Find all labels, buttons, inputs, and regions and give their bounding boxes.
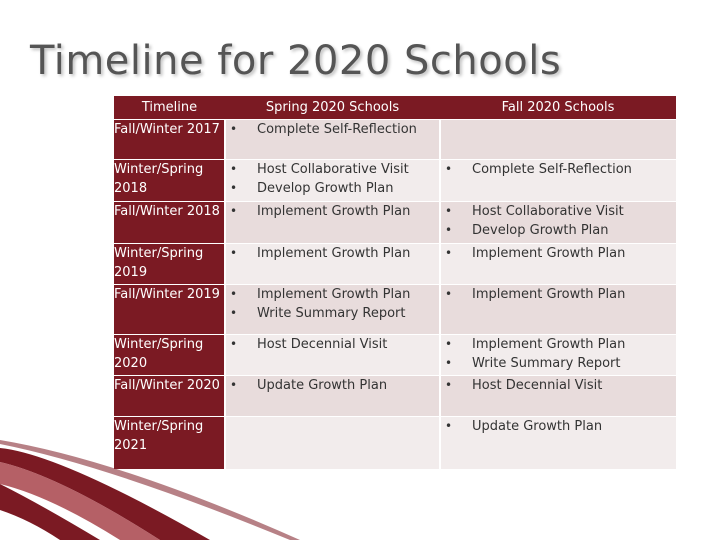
list-item: • Develop Growth Plan: [441, 221, 676, 240]
list-item: • Implement Growth Plan: [226, 244, 439, 263]
fall-task-list: [441, 376, 676, 395]
fall-task-list: [441, 160, 676, 179]
timeline-period: Fall/Winter 2019: [114, 285, 225, 335]
header-spring-2020: Spring 2020 Schools: [225, 96, 440, 120]
spring-2020-cell: [225, 285, 440, 335]
spring-2020-cell: [225, 376, 440, 417]
fall-2020-cell: [440, 244, 676, 285]
list-item: • Update Growth Plan: [441, 417, 676, 436]
list-item: • Develop Growth Plan: [226, 179, 439, 198]
list-item: • Implement Growth Plan: [441, 335, 676, 354]
table-header-row: [114, 96, 676, 120]
spring-task-list: [226, 160, 439, 198]
spring-task-list: [226, 244, 439, 263]
table-row: [114, 285, 676, 335]
fall-task-list: [441, 244, 676, 263]
timeline-period: Winter/Spring 2021: [114, 417, 225, 469]
spring-2020-cell: [225, 335, 440, 376]
spring-task-list: [226, 376, 439, 395]
fall-task-list: [441, 285, 676, 304]
list-item: • Host Collaborative Visit: [441, 202, 676, 221]
list-item: • Implement Growth Plan: [441, 285, 676, 304]
spring-task-list: [226, 285, 439, 323]
table-row: [114, 160, 676, 202]
list-item: • Host Decennial Visit: [226, 335, 439, 354]
list-item: • Update Growth Plan: [226, 376, 439, 395]
header-fall-2020: Fall 2020 Schools: [440, 96, 676, 120]
timeline-period: Winter/Spring 2018: [114, 160, 225, 202]
timeline-period: Winter/Spring 2020: [114, 335, 225, 376]
spring-2020-cell: [225, 120, 440, 160]
table-row: [114, 244, 676, 285]
fall-task-list: [441, 202, 676, 240]
page-title: Timeline for 2020 Schools: [30, 38, 562, 84]
spring-task-list: [226, 120, 439, 139]
list-item: • Write Summary Report: [441, 354, 676, 373]
list-item: • Host Decennial Visit: [441, 376, 676, 395]
list-item: • Implement Growth Plan: [226, 202, 439, 221]
spring-2020-cell: [225, 160, 440, 202]
timeline-period: Fall/Winter 2018: [114, 202, 225, 244]
header-timeline: Timeline: [114, 96, 225, 120]
fall-task-list: [441, 335, 676, 373]
table-row: [114, 202, 676, 244]
table-row: [114, 120, 676, 160]
spring-task-list: [226, 335, 439, 354]
list-item: • Complete Self-Reflection: [441, 160, 676, 179]
fall-2020-cell: [440, 335, 676, 376]
spring-2020-cell: [225, 202, 440, 244]
fall-2020-cell: [440, 202, 676, 244]
timeline-table: [114, 96, 676, 469]
list-item: • Complete Self-Reflection: [226, 120, 439, 139]
fall-2020-cell: [440, 120, 676, 160]
fall-2020-cell: [440, 376, 676, 417]
table-row: [114, 335, 676, 376]
list-item: • Implement Growth Plan: [441, 244, 676, 263]
decorative-swoosh: [0, 440, 720, 540]
timeline-period: Fall/Winter 2017: [114, 120, 225, 160]
fall-2020-cell: [440, 160, 676, 202]
spring-2020-cell: [225, 244, 440, 285]
timeline-body: [114, 120, 676, 469]
spring-task-list: [226, 202, 439, 221]
list-item: • Write Summary Report: [226, 304, 439, 323]
list-item: • Implement Growth Plan: [226, 285, 439, 304]
timeline-period: Fall/Winter 2020: [114, 376, 225, 417]
fall-2020-cell: [440, 285, 676, 335]
timeline-period: Winter/Spring 2019: [114, 244, 225, 285]
table-row: [114, 376, 676, 417]
fall-task-list: [441, 417, 676, 436]
list-item: • Host Collaborative Visit: [226, 160, 439, 179]
